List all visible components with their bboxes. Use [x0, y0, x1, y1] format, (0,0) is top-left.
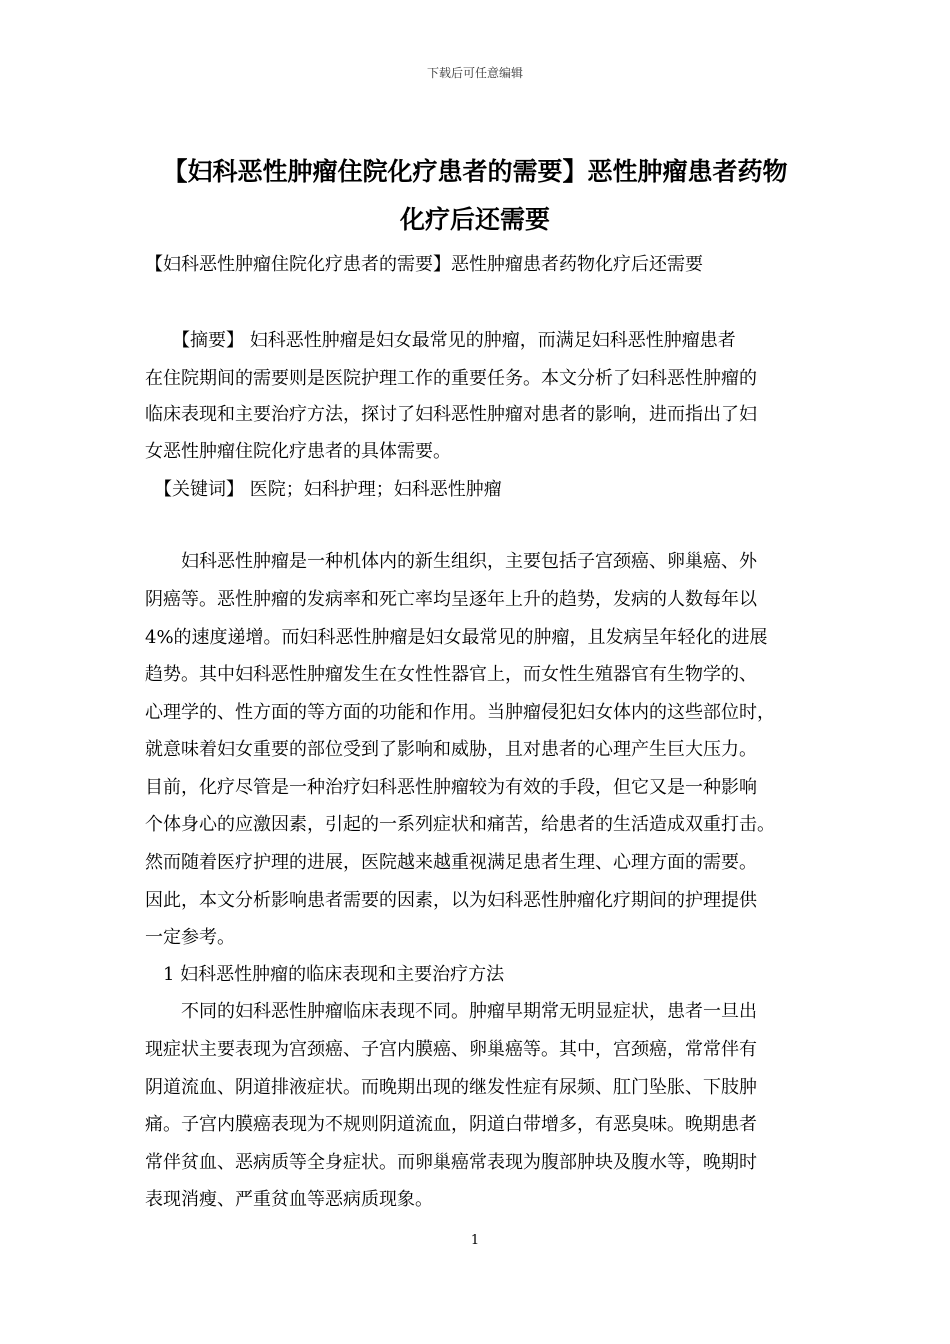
body-line: 现症状主要表现为宫颈癌、子宫内膜癌、卵巢癌等。其中，宫颈癌，常常伴有 [145, 1039, 757, 1060]
header-note: 下载后可任意编辑 [426, 66, 523, 80]
document-title-line-1: 【妇科恶性肿瘤住院化疗患者的需要】恶性肿瘤患者药物 [162, 157, 788, 186]
body-line: 因此，本文分析影响患者需要的因素，以为妇科恶性肿瘤化疗期间的护理提供 [145, 890, 757, 911]
body-line: 心理学的、性方面的等方面的功能和作用。当肿瘤侵犯妇女体内的这些部位时， [145, 702, 775, 723]
body-line: 一定参考。 [145, 927, 235, 948]
body-line: 4%的速度递增。而妇科恶性肿瘤是妇女最常见的肿瘤，且发病呈年轻化的进展 [145, 627, 768, 648]
body-line: 就意味着妇女重要的部位受到了影响和威胁，且对患者的心理产生巨大压力。 [145, 739, 757, 760]
abstract-line: 临床表现和主要治疗方法，探讨了妇科恶性肿瘤对患者的影响，进而指出了妇 [145, 404, 757, 425]
body-line: 不同的妇科恶性肿瘤临床表现不同。肿瘤早期常无明显症状，患者一旦出 [145, 1001, 757, 1022]
abstract-line: 【摘要】 妇科恶性肿瘤是妇女最常见的肿瘤，而满足妇科恶性肿瘤患者 [145, 330, 736, 351]
body-line: 目前，化疗尽管是一种治疗妇科恶性肿瘤较为有效的手段，但它又是一种影响 [145, 777, 757, 798]
body-line: 阴道流血、阴道排液症状。而晚期出现的继发性症有尿频、肛门坠胀、下肢肿 [145, 1077, 757, 1098]
body-line: 常伴贫血、恶病质等全身症状。而卵巢癌常表现为腹部肿块及腹水等，晚期时 [145, 1152, 757, 1173]
body-line: 阴癌等。恶性肿瘤的发病率和死亡率均呈逐年上升的趋势，发病的人数每年以 [145, 589, 757, 610]
body-line: 痛。子宫内膜癌表现为不规则阴道流血，阴道白带增多，有恶臭味。晚期患者 [145, 1114, 757, 1135]
body-line: 妇科恶性肿瘤是一种机体内的新生组织，主要包括子宫颈癌、卵巢癌、外 [145, 551, 757, 572]
page-number: 1 [470, 1233, 480, 1248]
document-title-line-2: 化疗后还需要 [399, 205, 550, 234]
abstract-line: 女恶性肿瘤住院化疗患者的具体需要。 [145, 441, 451, 462]
abstract-line: 在住院期间的需要则是医院护理工作的重要任务。本文分析了妇科恶性肿瘤的 [145, 368, 757, 389]
subtitle-line: 【妇科恶性肿瘤住院化疗患者的需要】恶性肿瘤患者药物化疗后还需要 [145, 254, 703, 275]
body-line: 趋势。其中妇科恶性肿瘤发生在女性性器官上，而女性生殖器官有生物学的、 [145, 664, 757, 685]
body-line: 个体身心的应激因素，引起的一系列症状和痛苦，给患者的生活造成双重打击。 [145, 814, 775, 835]
body-line: 然而随着医疗护理的进展，医院越来越重视满足患者生理、心理方面的需要。 [145, 852, 757, 873]
body-line: 表现消瘦、严重贫血等恶病质现象。 [145, 1189, 433, 1210]
keywords-line: 【关键词】 医院；妇科护理；妇科恶性肿瘤 [145, 479, 502, 500]
section-heading: 1 妇科恶性肿瘤的临床表现和主要治疗方法 [145, 964, 505, 985]
